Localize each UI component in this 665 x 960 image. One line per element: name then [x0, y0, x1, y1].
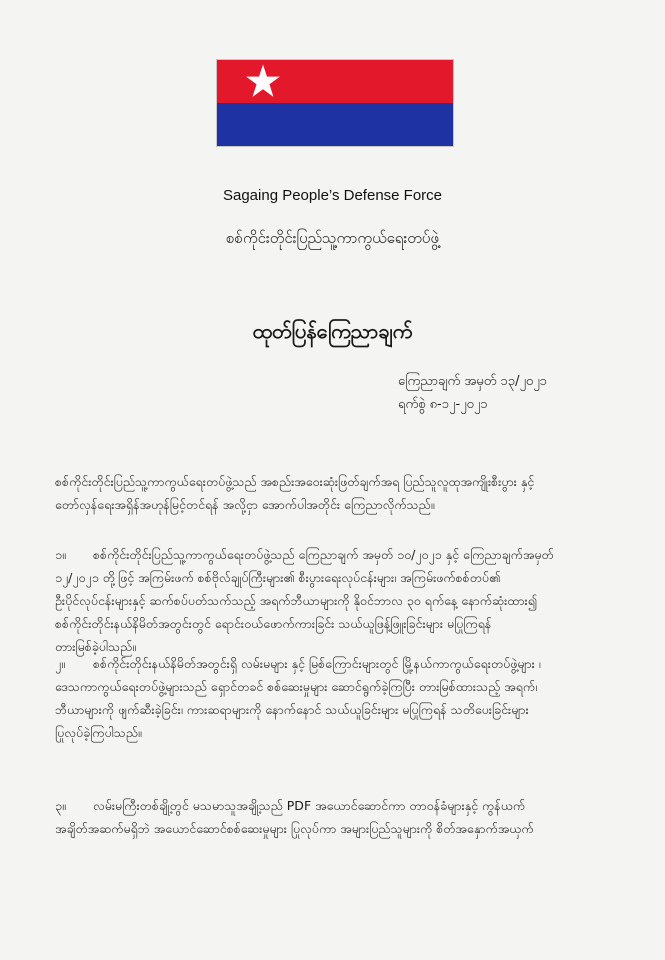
- intro-line: စစ်ကိုင်းတိုင်းပြည်သူ့ကာကွယ်ရေးတပ်ဖွဲ့သည် အစည်းအဝေးဆုံးဖြတ်ချက်အရ ပြည်သူလူထုအကျိုးစီးပွား နှင့်: [55, 474, 535, 489]
- org-name-english: Sagaing People’s Defense Force: [222, 187, 443, 204]
- item-paragraph-1: [55, 543, 625, 658]
- item-number: ၁။: [55, 547, 66, 562]
- paragraph-line: ဘီယာများကို ဖျက်ဆီးခဲ့ခြင်း၊ ကားဆရာများကို နောက်နောင် သယ်ယူခြင်းများ မပြုကြရန် သတိပေးခြင်းများ: [55, 702, 529, 717]
- paragraph-line: ပြုလုပ်ခဲ့ကြပါသည်။: [55, 725, 142, 740]
- paragraph-line: တားမြစ်ခဲ့ပါသည်။: [55, 639, 137, 654]
- announcement-date: ရက်စွဲ ၈-၁၂-၂၀၂၁: [398, 397, 488, 412]
- org-name-burmese: စစ်ကိုင်းတိုင်းပြည်သူ့ကာကွယ်ရေးတပ်ဖွဲ့: [226, 229, 439, 247]
- paragraph-line: ဦးပိုင်လုပ်ငန်းများနှင့် ဆက်စပ်ပတ်သက်သည့် အရက်ဘီယာများကို နိုဝင်ဘာလ ၃၀ ရက်နေ့ နောက်ဆုံးထား၍: [55, 593, 538, 608]
- item-paragraph-3: [55, 794, 625, 840]
- intro-line: တော်လှန်ရေးအရှိန်အဟုန်မြင့်တင်ရန် အလို့ငှာ အောက်ပါအတိုင်း ကြေညာလိုက်သည်။: [55, 497, 435, 512]
- star-icon: [245, 63, 281, 99]
- item-paragraph-2: [55, 652, 625, 744]
- paragraph-line: စစ်ကိုင်းတိုင်းနယ်နိမိတ်အတွင်းရှိ လမ်းမများ နှင့် မြစ်ကြောင်းများတွင် မြို့နယ်ကာကွယ်ရေးတပ်ဖွဲ့များ ၊: [93, 656, 541, 671]
- item-number: ၃။: [55, 798, 66, 813]
- flag-blue-band: [217, 103, 453, 146]
- paragraph-line: လမ်းမကြီးတစ်ချို့တွင် မသမာသူအချို့သည် PDF အယောင်ဆောင်ကာ တာဝန်ခံများနှင့် ကွန်ယက်: [93, 798, 526, 813]
- intro-paragraph: [55, 470, 625, 516]
- paragraph-line: စစ်ကိုင်းတိုင်းပြည်သူ့ကာကွယ်ရေးတပ်ဖွဲ့သည် ကြေညာချက် အမှတ် ၁၀/၂၀၂၁ နှင့် ကြေညာချက်အမှတ်: [93, 547, 554, 562]
- paragraph-line: ဒေသကာကွယ်ရေးတပ်ဖွဲ့များသည် ရှောင်တခင် စစ်ဆေးမှုများ ဆောင်ရွက်ခဲ့ကြပြီး တားမြစ်ထားသည့် အရက်၊: [55, 679, 538, 694]
- paragraph-line: အချိတ်အဆက်မရှိဘဲ အယောင်ဆောင်စစ်ဆေးမှုများ ပြုလုပ်ကာ အများပြည်သူများကို စိတ်အနှောက်အယှက်: [55, 821, 534, 836]
- spdf-flag: [216, 59, 454, 147]
- paragraph-line: စစ်ကိုင်းတိုင်းနယ်နိမိတ်အတွင်းတွင် ရောင်းဝယ်ဖောက်ကားခြင်း သယ်ယူဖြန့်ဖြူးခြင်းများ မပြုကြရန်: [55, 616, 492, 631]
- announcement-number: ကြေညာချက် အမှတ် ၁၃/၂၀၂၁: [398, 374, 547, 389]
- paragraph-line: ၁၂/၂၀၂၁ တို့ဖြင့် အကြမ်းဖက် စစ်ဗိုလ်ချုပ်ကြီးများ၏ စီးပွားရေးလုပ်ငန်းများ၊ အကြမ်းဖက်စစ်တပ်၏: [55, 570, 501, 585]
- item-number: ၂။: [55, 656, 65, 671]
- document-title: ထုတ်ပြန်ကြေညာချက်: [252, 319, 413, 343]
